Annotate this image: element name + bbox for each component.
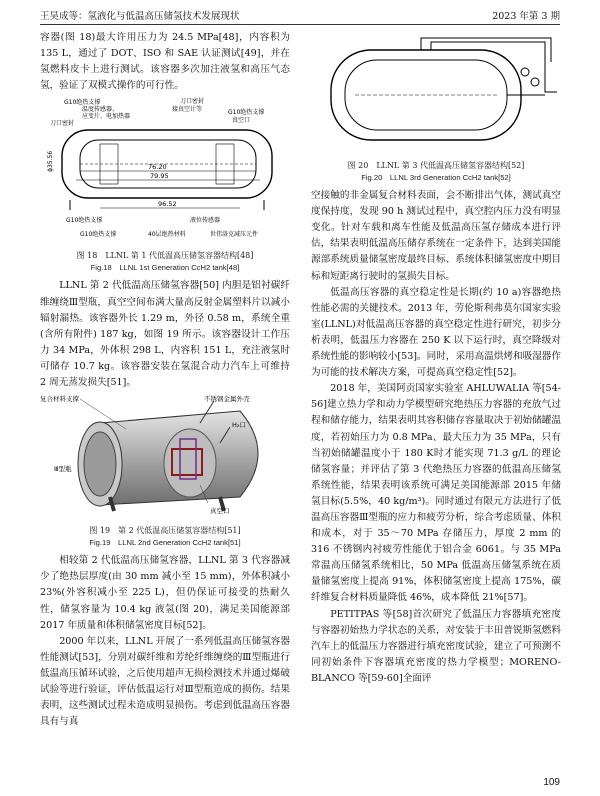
fig19-caption-cn: 图 19 第 2 代低温高压储氢容器结构[51] [89,526,241,536]
fig20-diagram [311,32,561,154]
dim-96-52: 96.52 [158,200,177,209]
paragraph: 低温高压容器的真空稳定性是长期(约 10 a)容器绝热性能必需的关键技术。2013 年，劳伦斯利弗莫尔国家实验室(LLNL)对低温高压容器的真空稳定性进行研究，初步分析表明，低温压力容器在 250 K 以下运行时，真空降级对系统性能的影响较小[53]。同时，采用高温烘烤和吸湿器作为可能的技术解决方案，可提高真空稳定性[52]。 [311,286,561,379]
fig18-caption-cn: 图 18 LLNL 第 1 代低温高压储氢容器结构[48] [76,251,254,261]
paragraph: 容器(图 18)最大许用压力为 24.5 MPa[48]，内容积为 135 L，通过了 DOT、ISO 和 SAE 认证测试[49]，并在氢燃料皮卡上进行测试。该容器多次加注液氢和高压气态氢，验证了双模式操作的可行性。 [40,32,290,92]
fig18-label: 接真空计等 [172,106,203,114]
running-header [40,8,560,25]
fig18-label: 温度传感器、 [82,106,119,114]
figure-18 [40,96,290,274]
fig19-diagram [40,393,290,519]
fig18-label: G10绝热支撑 [228,109,265,117]
fig19-label: 不锈钢金属外壳 [204,395,250,404]
paragraph: PETITPAS 等[58]首次研究了低温压力容器填充密度与容器初始热力学状态的关系，对安装于丰田普锐斯氢燃料汽车上的低温压力容器进行填充密度试验，建立了可预测不同初始条件下容器填充密度的热力学模型；MORENO-BLANCO 等[59-60]全面评 [311,608,561,684]
header-title: 王昊成等：氢液化与低温高压储氢技术发展现状 [40,11,240,22]
fig19-label: H₂口 [232,421,246,430]
page-number: 109 [543,777,560,788]
fig18-label: G10绝热支撑 [80,231,117,239]
paragraph: 2018 年，美国阿贡国家实验室 AHLUWALIA 等[54-56]建立热力学和动力学模型研究绝热压力容器的充放气过程和储存能力，结果表明其容积储存容量取决于初始储罐温度，若初始压力为 0.8 MPa、最大压力为 35 MPa，只有当初始储罐温度小于 180 K时才能实现 71.3 g/L 的理论储氢容量；并评估了第 3 代绝热压力容器的低温高压储氢系统性能，结果表明该系统可满足美国能源部 2015 年储氢目标(5.5%，40 kg/m³)。同时通过有限元方法进行了低温高压容器Ⅲ型瓶的应力和疲劳分析，综合考虑质量、体积和成本，对于 35～70 MPa 存储压力，厚度 2 mm 的 316 不锈钢内衬疲劳性能优于铝合金 6061。与 35 MPa 常温高压储氢系统相比，50 MPa 低温高压储氢系统在质量储氢密度上提高 91%，体积储氢密度上提高 175%，碳纤维复合材料质量降低 46%，成本降低 21%[57]。 [311,383,561,604]
fig19-label: Ⅲ型瓶 [54,465,72,474]
fig18-label: 应变片、电加热器 [82,113,131,121]
fig18-diagram [40,96,290,244]
paragraph: 2000 年以来，LLNL 开展了一系列低温高压储氢容器性能测试[53]，分别对碳纤维和芳纶纤维缠绕的Ⅲ型瓶进行低温高压循环试验，之后使用超声无损检测技术并通过爆破试验等进行验证，评估低温运行对Ⅲ型瓶造成的损伤。结果表明，这些测试过程未造成明显损伤。考虑到低温高压容器具有与真 [40,635,290,728]
fig18-label: 刀口密封 [50,120,75,128]
right-column [311,30,561,687]
left-column [40,30,290,730]
fig18-label: 真空口 [232,117,251,125]
fig18-caption-en: Fig.18 LLNL 1st Generation CcH2 tank[48] [90,263,240,273]
fig19-label: 真空口 [210,507,230,516]
header-issue: 2023 年第 3 期 [492,11,560,22]
fig18-label: G10绝热支撑 [64,99,101,107]
paragraph: 相较第 2 代低温高压储氢容器，LLNL 第 3 代容器减少了绝热层厚度(由 30 mm 减小至 15 mm)，外体积减小 23%(外容积减小至 225 L)，但仍保证可接受的热耐久性，储氢容量为 10.4 kg 液氢(图 20)，满足美国能源部 2017 年质量和体积储氢密度目标[52]。 [40,555,290,631]
figure-19 [40,393,290,549]
fig18-label: 液位传感器 [190,217,221,225]
dim-diameter: ϕ35.56 [47,151,54,173]
fig20-caption-cn: 图 20 LLNL 第 3 代低温高压储氢容器结构[52] [347,161,525,171]
paragraph: 空接触的非金属复合材料表面，会不断排出气体，测试真空度保持度，发现 90 h 测试过程中，真空腔内压力没有明显变化。针对车载和离车性能及低温高压氢存储成本进行评估，结果表明低温高压储存系统在一定条件下，达到美国能源部系统质量储氢密度最终目标、系统体积储氢密度中期目标和短距离行驶时的氢损失目标。 [311,190,561,282]
paragraph: LLNL 第 2 代低温高压储氢容器[50] 内胆是铝衬碳纤维缠绕Ⅲ型瓶，真空空间布满大量高反射金属塑料片以减小辐射漏热。该容器外长 1.29 m，外径 0.58 m，系统全重(含所有附件) 187 kg，如图 19 所示。该容器设计工作压力 34 MPa，外体积 298 L，内容积 151 L，充注液氢时可储存 10.7 kg。该容器安装在氢混合动力汽车上可维持 2 周无蒸发损失[51]。 [40,280,290,389]
fig18-label: 世伟洛克减压元件 [210,231,259,239]
fig20-caption-en: Fig.20 LLNL 3rd Generation CcH2 tank[52] [361,173,511,183]
fig18-label: 40层绝热材料 [148,231,186,239]
fig18-label: G10绝热支撑 [66,217,103,225]
dim-76-20: 76.20 [148,163,167,172]
fig19-caption-en: Fig.19 LLNL 2nd Generation CcH2 tank[51] [89,538,241,548]
dim-79-95: 79.95 [150,172,169,181]
fig18-label: 刀口密封 [180,98,205,106]
figure-20 [311,32,561,184]
fig19-label: 复合材料支撑 [40,395,79,404]
